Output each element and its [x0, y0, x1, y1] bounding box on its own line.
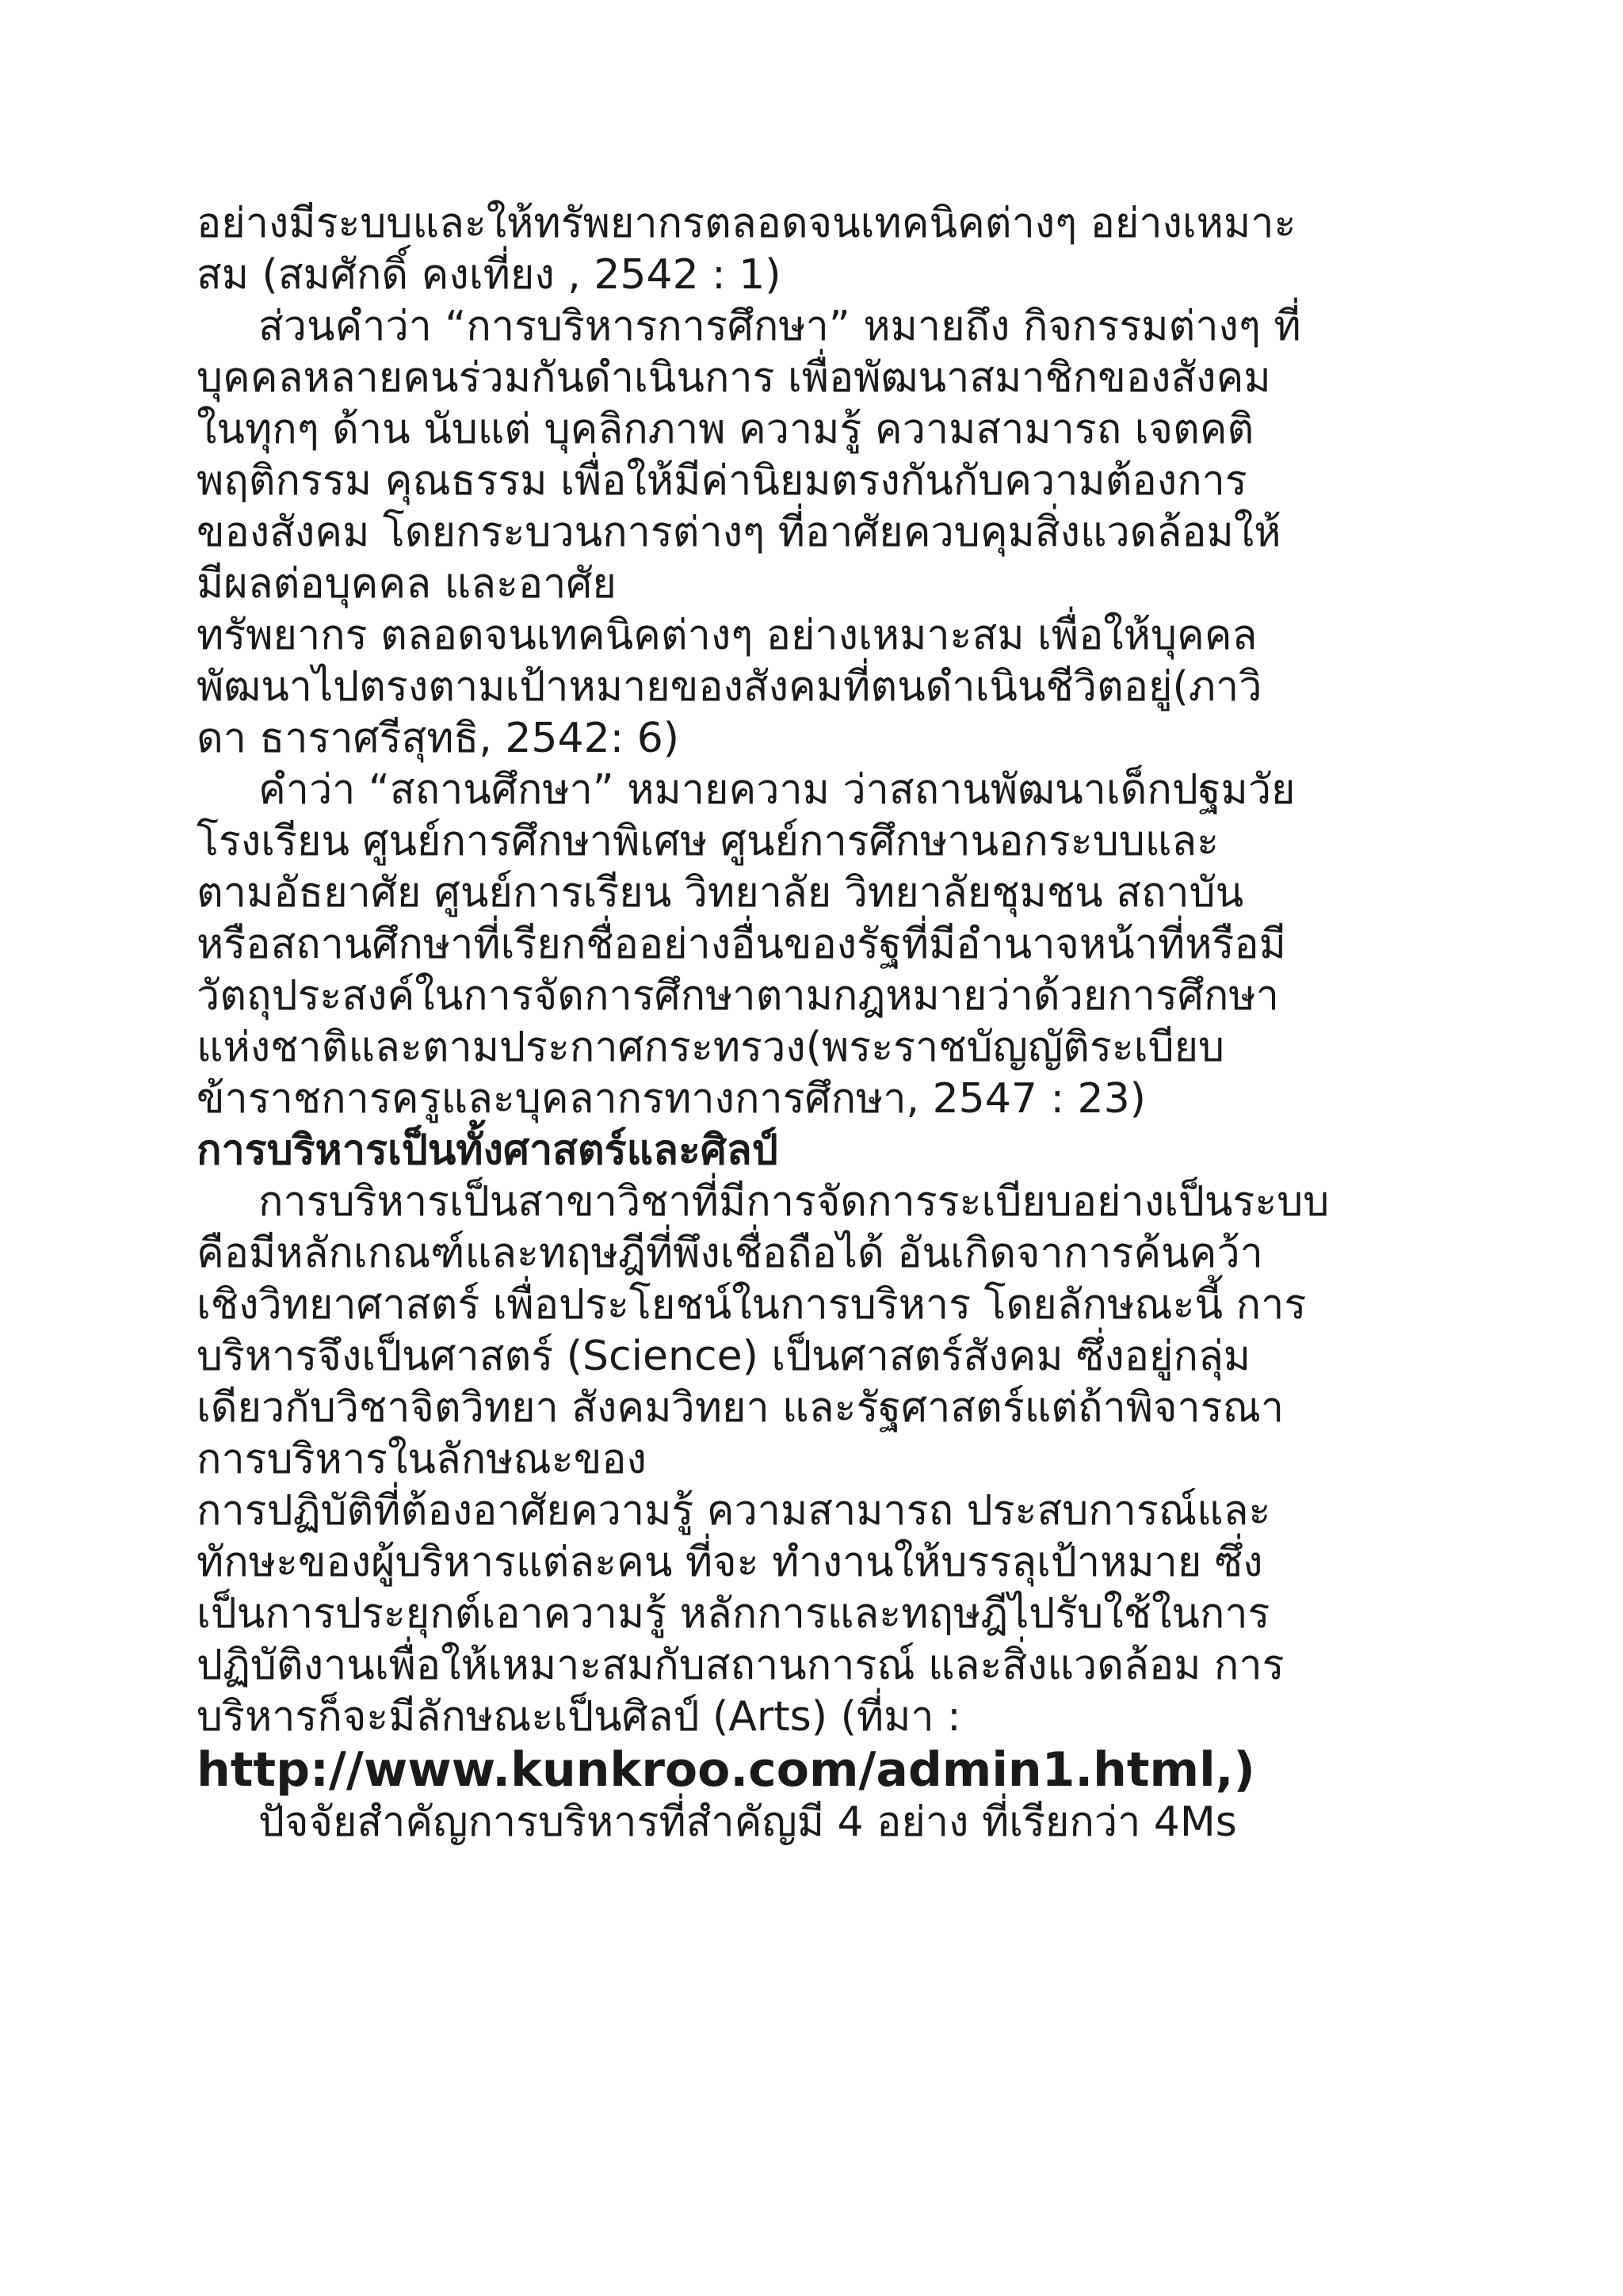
paragraph-line: บุคคลหลายคนร่วมกันดำเนินการ เพื่อพัฒนาสมาชิกของสังคม: [197, 354, 1271, 402]
paragraph-line: คำว่า “สถานศึกษา” หมายความ ว่าสถานพัฒนาเด็กปฐมวัย: [258, 766, 1296, 814]
paragraph-line: เชิงวิทยาศาสตร์ เพื่อประโยชน์ในการบริหาร โดยลักษณะนี้ การ: [197, 1281, 1307, 1329]
paragraph-line: ตามอัธยาศัย ศูนย์การเรียน วิทยาลัย วิทยาลัยชุมชน สถาบัน: [197, 869, 1244, 917]
paragraph-line: โรงเรียน ศูนย์การศึกษาพิเศษ ศูนย์การศึกษานอกระบบและ: [197, 818, 1220, 865]
paragraph-line: พัฒนาไปตรงตามเป้าหมายของสังคมที่ตนดำเนินชีวิตอยู่(ภาวิ: [197, 663, 1262, 711]
paragraph-line: ปัจจัยสำคัญการบริหารที่สำคัญมี 4 อย่าง ที่เรียกว่า 4Ms: [258, 1798, 1237, 1846]
paragraph-line: วัตถุประสงค์ในการจัดการศึกษาตามกฎหมายว่าด้วยการศึกษา: [197, 972, 1279, 1020]
paragraph-line: เป็นการประยุกต์เอาความรู้ หลักการและทฤษฎีไปรับใช้ในการ: [197, 1590, 1270, 1638]
paragraph-line: บริหารก็จะมีลักษณะเป็นศิลป์ (Arts) (ที่มา :: [197, 1693, 961, 1741]
paragraph-line: สม (สมศักดิ์ คงเที่ยง , 2542 : 1): [197, 251, 781, 299]
section-heading: การบริหารเป็นทั้งศาสตร์และศิลป์: [197, 1127, 778, 1174]
paragraph-line: ของสังคม โดยกระบวนการต่างๆ ที่อาศัยควบคุมสิ่งแวดล้อมให้: [197, 509, 1281, 556]
paragraph-line: ทักษะของผู้บริหารแต่ละคน ที่จะ ทำงานให้บรรลุเป้าหมาย ซึ่ง: [197, 1539, 1263, 1586]
paragraph-line: อย่างมีระบบและให้ทรัพยากรตลอดจนเทคนิคต่างๆ อย่างเหมาะ: [197, 200, 1296, 247]
paragraph-line: พฤติกรรม คุณธรรม เพื่อให้มีค่านิยมตรงกันกับความต้องการ: [197, 457, 1247, 505]
paragraph-line: คือมีหลักเกณฑ์และทฤษฎีที่พึงเชื่อถือได้ อันเกิดจาการค้นคว้า: [197, 1230, 1263, 1277]
paragraph-line: การบริหารเป็นสาขาวิชาที่มีการจัดการระเบียบอย่างเป็นระบบ: [258, 1178, 1330, 1226]
paragraph-line: เดียวกับวิชาจิตวิทยา สังคมวิทยา และรัฐศาสตร์แต่ถ้าพิจารณา: [197, 1384, 1285, 1432]
paragraph-line: ในทุกๆ ด้าน นับแต่ บุคลิกภาพ ความรู้ ความสามารถ เจตคติ: [197, 406, 1254, 453]
source-url: http://www.kunkroo.com/admin1.html,): [197, 1742, 1255, 1798]
paragraph-line: การปฏิบัติที่ต้องอาศัยความรู้ ความสามารถ ประสบการณ์และ: [197, 1487, 1271, 1535]
paragraph-line: ข้าราชการครูและบุคลากรทางการศึกษา, 2547 : 23): [197, 1075, 1146, 1123]
paragraph-line: แห่งชาติและตามประกาศกระทรวง(พระราชบัญญัติระเบียบ: [197, 1024, 1225, 1071]
paragraph-line: ทรัพยากร ตลอดจนเทคนิคต่างๆ อย่างเหมาะสม เพื่อให้บุคคล: [197, 612, 1258, 659]
paragraph-line: หรือสถานศึกษาที่เรียกชื่ออย่างอื่นของรัฐที่มีอำนาจหน้าที่หรือมี: [197, 921, 1286, 968]
paragraph-line: บริหารจึงเป็นศาสตร์ (Science) เป็นศาสตร์สังคม ซึ่งอยู่กลุ่ม: [197, 1333, 1251, 1380]
paragraph-line: มีผลต่อบุคคล และอาศัย: [197, 560, 617, 608]
paragraph-line: ปฏิบัติงานเพื่อให้เหมาะสมกับสถานการณ์ และสิ่งแวดล้อม การ: [197, 1642, 1285, 1689]
body-text: [197, 198, 1465, 1848]
paragraph-line: ส่วนคำว่า “การบริหารการศึกษา” หมายถึง กิจกรรมต่างๆ ที่: [258, 303, 1301, 350]
paragraph-line: ดา ธาราศรีสุทธิ, 2542: 6): [197, 715, 680, 762]
paragraph-line: การบริหารในลักษณะของ: [197, 1436, 647, 1483]
